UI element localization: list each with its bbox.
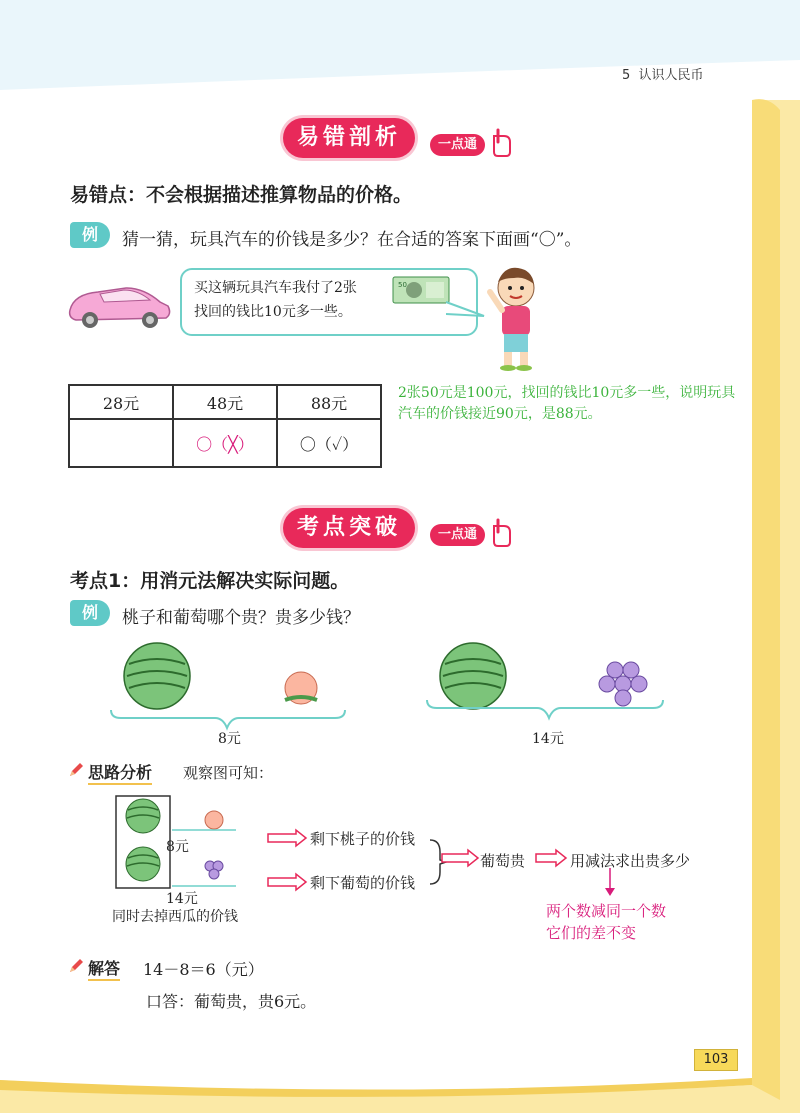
option-cell: 48元 (173, 385, 277, 419)
group2-price: 14元 (532, 731, 564, 747)
toy-car-icon (64, 280, 174, 330)
page-number: 103 (694, 1049, 738, 1071)
pencil-icon (68, 762, 84, 778)
chapter-header (622, 64, 704, 83)
answer-text: 口答：葡萄贵，贵6元。 (146, 992, 317, 1011)
flow-grape-price: 剩下葡萄的价钱 (310, 874, 416, 892)
watermelon-icon (440, 643, 506, 709)
option-cell: 88元 (277, 385, 381, 419)
pointer-hand-icon (490, 518, 516, 548)
bubble-tail (446, 300, 486, 320)
answer-label: 解答 (88, 956, 120, 981)
mark-cell (69, 419, 173, 467)
flow-peach-price: 剩下桃子的价钱 (310, 830, 416, 848)
flow-result: 葡萄贵 (480, 852, 526, 870)
banner-subtitle: 一点通 (430, 134, 485, 156)
banknote-value: 50 (398, 281, 407, 289)
note-line-2: 它们的差不变 (546, 924, 637, 942)
bubble-line-2: 找回的钱比10元多一些。 (194, 304, 352, 320)
answer-formula: 14－8＝6（元） (143, 960, 264, 979)
analysis-label: 思路分析 (88, 760, 152, 785)
banknote-50-icon (392, 276, 450, 304)
grapes-icon (599, 662, 647, 706)
section-banner-keypoints: 考点突破 (283, 508, 415, 548)
options-header-row (69, 385, 381, 419)
options-mark-row (69, 419, 381, 467)
explanation-note: 2张50元是100元，找回的钱比10元多一些，说明玩具汽车的价钱接近90元，是88元。 (398, 385, 736, 422)
fruit-groups-illustration (105, 640, 675, 750)
section-banner-mistakes: 易错剖析 (283, 118, 415, 158)
example-question: 猜一猜，玩具汽车的价钱是多少？在合适的答案下面画“〇”。 (122, 230, 582, 250)
watermelon-icon (124, 643, 190, 709)
mistake-heading: 易错点：不会根据描述推算物品的价格。 (70, 184, 413, 206)
mark-cell: 〇（╳） (173, 419, 277, 467)
group1-price: 8元 (218, 731, 241, 747)
example-question: 桃子和葡萄哪个贵？贵多少钱？ (122, 608, 360, 628)
pointer-hand-icon (490, 128, 516, 158)
option-cell: 28元 (69, 385, 173, 419)
example-tag: 例 (70, 600, 110, 626)
bubble-line-1: 买这辆玩具汽车我付了2张 (194, 280, 357, 296)
pencil-icon (68, 958, 84, 974)
flow-method: 用减法求出贵多少 (570, 852, 691, 870)
note-line-1: 两个数减同一个数 (546, 902, 667, 920)
diagram-price-large: 14元 (166, 891, 198, 907)
example-tag: 例 (70, 222, 110, 248)
peach-icon (285, 672, 317, 704)
banner-subtitle: 一点通 (430, 524, 485, 546)
options-table (68, 384, 382, 468)
keypoint-heading: 考点1：用消元法解决实际问题。 (70, 570, 350, 592)
boy-illustration (484, 262, 548, 372)
diagram-caption: 同时去掉西瓜的价钱 (112, 909, 238, 925)
mark-cell: 〇（✓） (277, 419, 381, 467)
chapter-title: 认识人民币 (638, 68, 704, 83)
chapter-number: 5 (622, 68, 631, 83)
analysis-text: 观察图可知： (183, 764, 274, 782)
diagram-price-small: 8元 (166, 839, 189, 855)
